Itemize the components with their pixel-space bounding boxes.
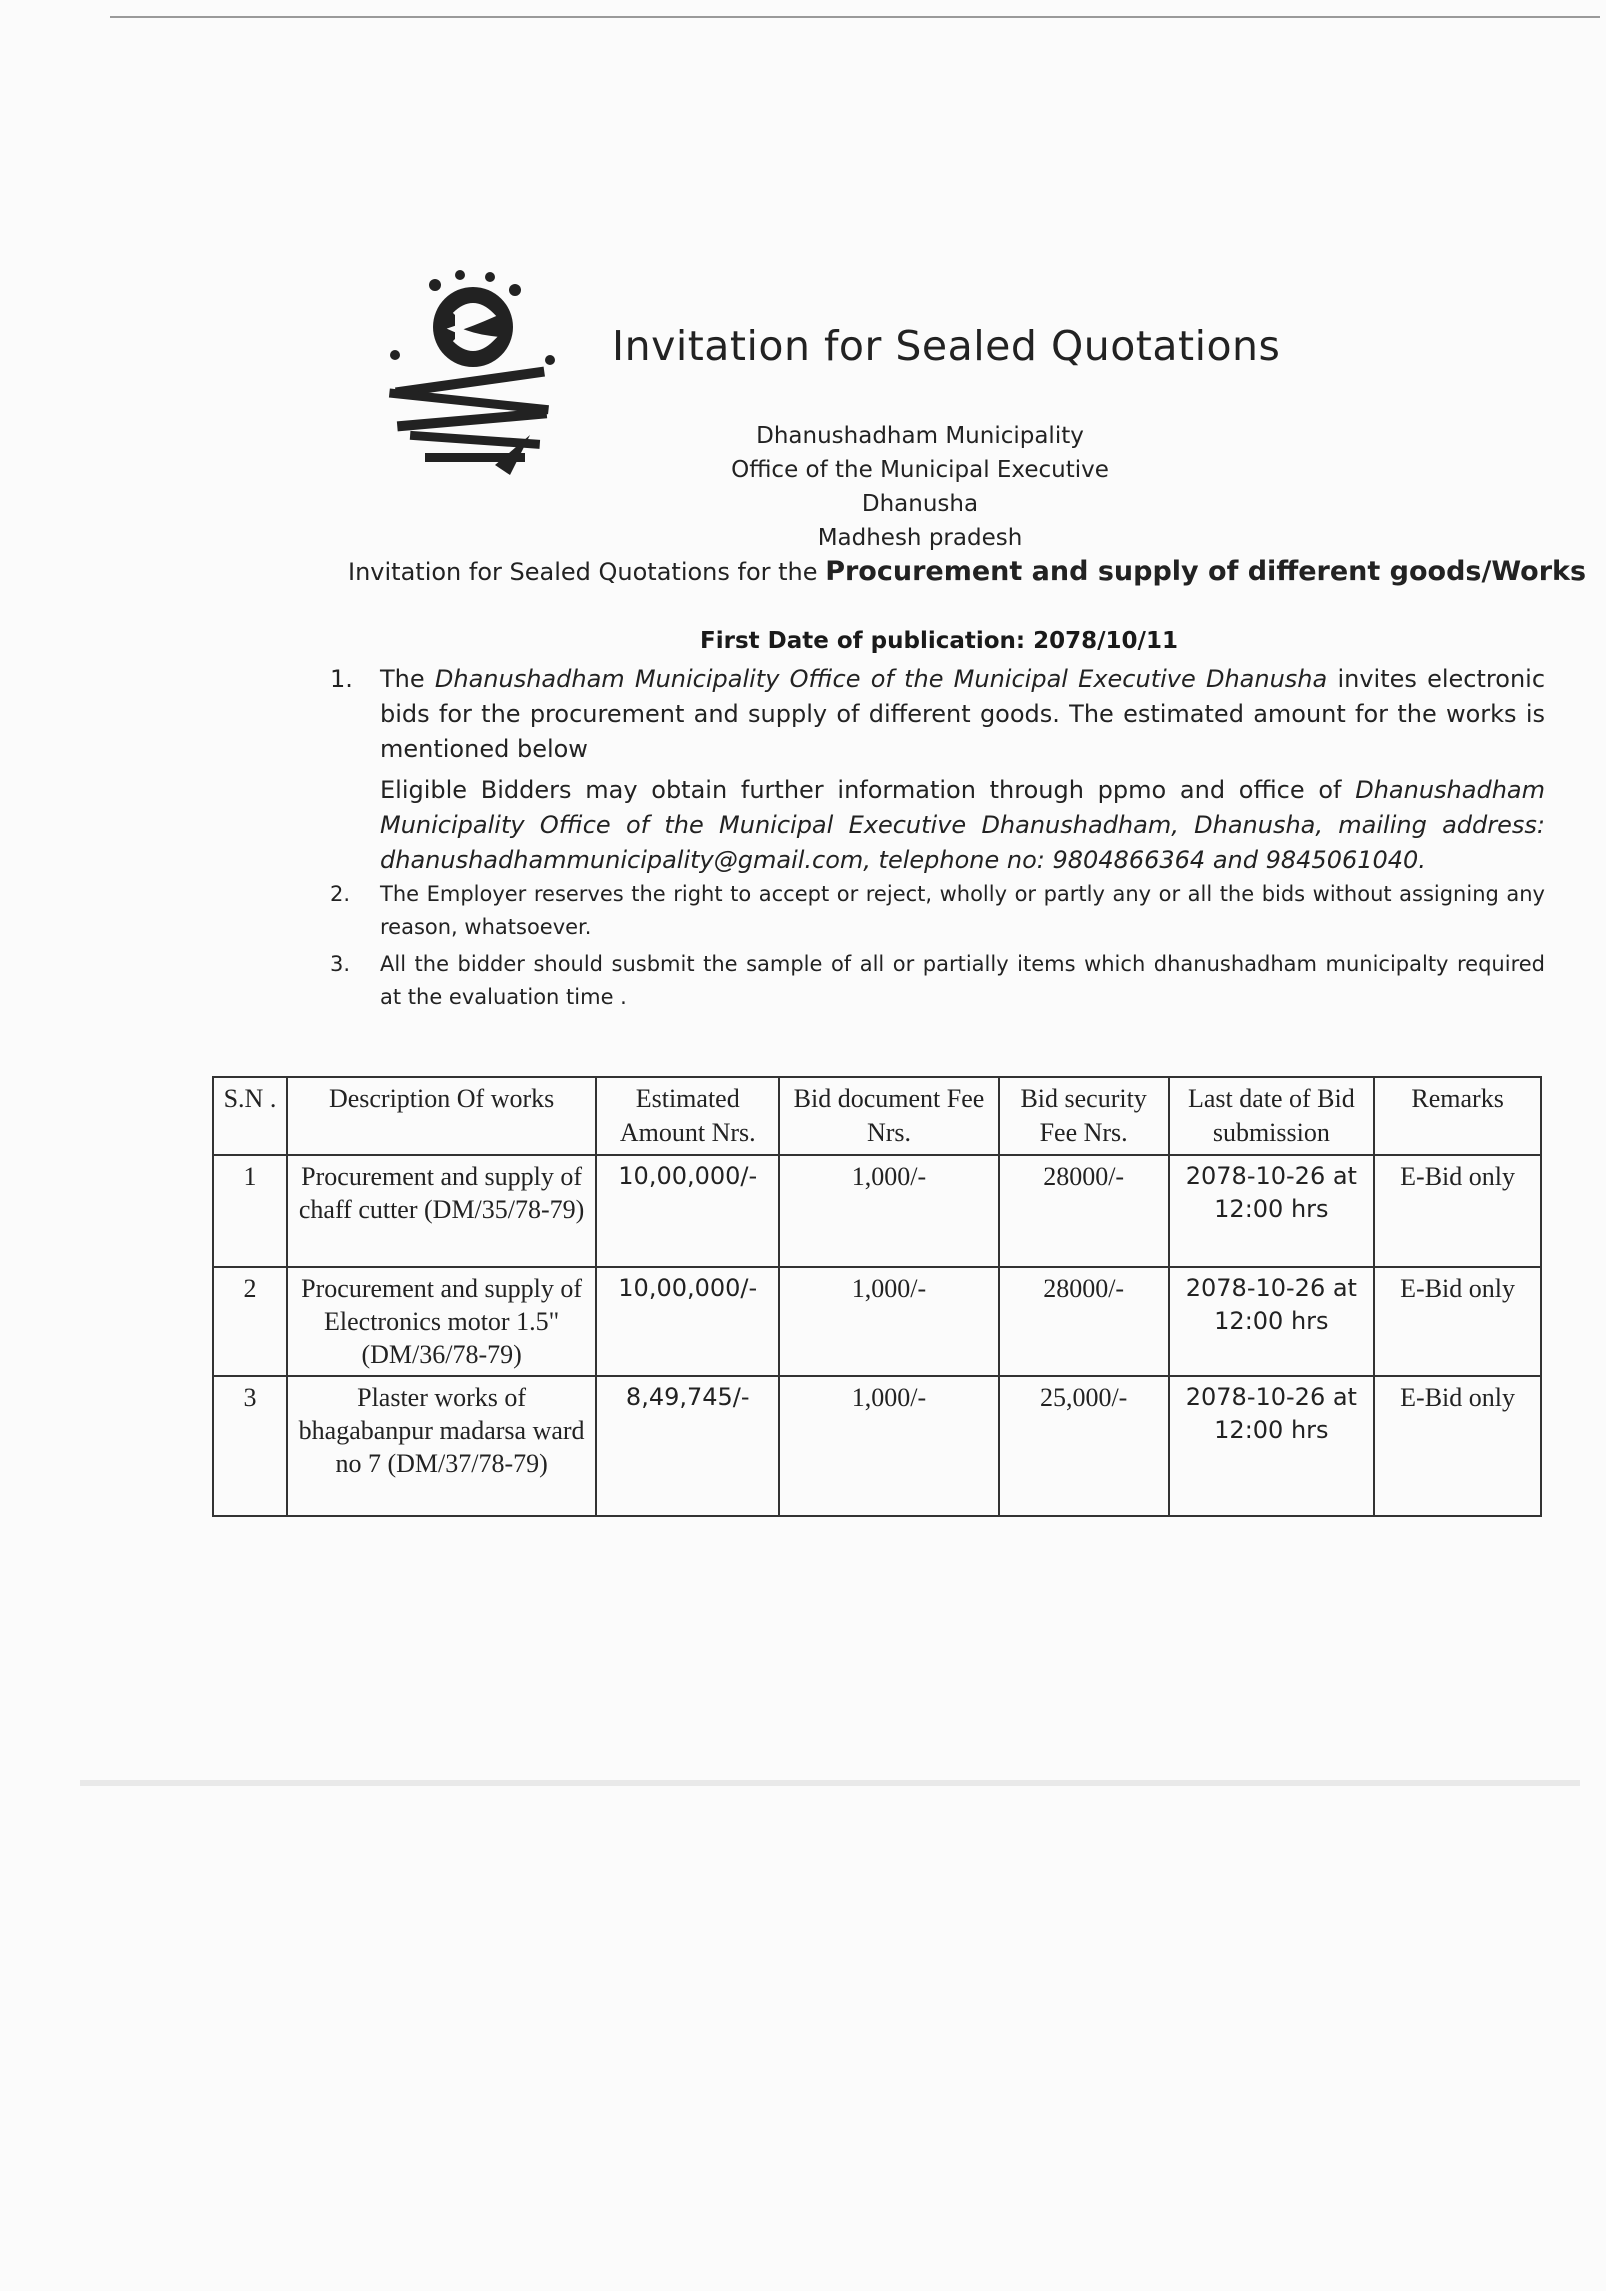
subtitle-prefix: Invitation for Sealed Quotations for the — [348, 558, 818, 586]
header-estimated-amount: Estimated Amount Nrs. — [596, 1077, 779, 1155]
table-row — [213, 1376, 1541, 1516]
paragraph-number: 3. — [330, 952, 351, 976]
subtitle-bold: Procurement and supply of different goods/Works — [825, 556, 1587, 587]
subtitle — [348, 556, 1586, 587]
cell-bid-security-fee: 25,000/- — [999, 1376, 1169, 1516]
cell-sn: 1 — [213, 1155, 287, 1267]
page-title: Invitation for Sealed Quotations — [612, 322, 1281, 370]
paragraph-text: All the bidder should susbmit the sample of all or partially items which dhanushadham municipalty required at the evaluation time . — [380, 952, 1545, 1009]
cell-remarks: E-Bid only — [1374, 1155, 1541, 1267]
paragraph-italic: Dhanushadham Municipality Office of the Municipal Executive Dhanushadham, Dhanusha, mailing address: dhanushadhammunicipality@gmail.com, telephone no: 9804866364 and 9845061040. — [380, 776, 1545, 874]
paragraph-text: The Employer reserves the right to accept or reject, wholly or partly any or all the bids without assigning any reason, whatsoever. — [380, 882, 1545, 939]
table-row — [213, 1155, 1541, 1267]
paragraph-text: The — [380, 665, 435, 693]
paragraph-eligible — [330, 773, 1545, 878]
paragraph-number: 1. — [330, 665, 353, 693]
quotation-table — [212, 1076, 1542, 1517]
fold-line — [80, 1780, 1580, 1786]
table-header-row — [213, 1077, 1541, 1155]
org-line-4: Madhesh pradesh — [817, 525, 1023, 551]
paragraph-3 — [330, 948, 1545, 1014]
header-remarks: Remarks — [1374, 1077, 1541, 1155]
cell-estimated-amount: 10,00,000/- — [596, 1155, 779, 1267]
paragraph-italic: Dhanushadham Municipality Office of the Municipal Executive Dhanusha — [434, 665, 1328, 693]
cell-sn: 2 — [213, 1267, 287, 1376]
cell-estimated-amount: 10,00,000/- — [596, 1267, 779, 1376]
org-line-1: Dhanushadham Municipality — [756, 423, 1084, 449]
paragraph-text: Eligible Bidders may obtain further information through ppmo and office of — [380, 776, 1356, 804]
publication-date: First Date of publication: 2078/10/11 — [700, 628, 1178, 654]
cell-last-date: 2078-10-26 at 12:00 hrs — [1169, 1376, 1375, 1516]
cell-bid-document-fee: 1,000/- — [779, 1155, 999, 1267]
cell-last-date: 2078-10-26 at 12:00 hrs — [1169, 1267, 1375, 1376]
paragraph-2 — [330, 878, 1545, 944]
table-row — [213, 1267, 1541, 1376]
header-sn: S.N . — [213, 1077, 287, 1155]
cell-remarks: E-Bid only — [1374, 1376, 1541, 1516]
paragraph-text: invites electronic bids for the procurement and supply of different goods. The estimated amount for the works is mentioned below — [380, 665, 1546, 763]
scan-top-line — [110, 16, 1600, 18]
cell-bid-document-fee: 1,000/- — [779, 1267, 999, 1376]
header-bid-document-fee: Bid document Fee Nrs. — [779, 1077, 999, 1155]
paragraph-1 — [330, 662, 1545, 767]
header-bid-security-fee: Bid security Fee Nrs. — [999, 1077, 1169, 1155]
cell-bid-document-fee: 1,000/- — [779, 1376, 999, 1516]
cell-bid-security-fee: 28000/- — [999, 1267, 1169, 1376]
cell-description: Plaster works of bhagabanpur madarsa ward no 7 (DM/37/78-79) — [287, 1376, 596, 1516]
paragraph-number: 2. — [330, 882, 351, 906]
cell-remarks: E-Bid only — [1374, 1267, 1541, 1376]
cell-description: Procurement and supply of Electronics motor 1.5" (DM/36/78-79) — [287, 1267, 596, 1376]
cell-sn: 3 — [213, 1376, 287, 1516]
cell-last-date: 2078-10-26 at 12:00 hrs — [1169, 1155, 1375, 1267]
cell-description: Procurement and supply of chaff cutter (DM/35/78-79) — [287, 1155, 596, 1267]
org-line-2: Office of the Municipal Executive — [731, 457, 1109, 483]
org-line-3: Dhanusha — [861, 491, 979, 517]
cell-bid-security-fee: 28000/- — [999, 1155, 1169, 1267]
header-description: Description Of works — [287, 1077, 596, 1155]
cell-estimated-amount: 8,49,745/- — [596, 1376, 779, 1516]
municipality-logo — [375, 265, 570, 505]
header-last-date: Last date of Bid submission — [1169, 1077, 1375, 1155]
